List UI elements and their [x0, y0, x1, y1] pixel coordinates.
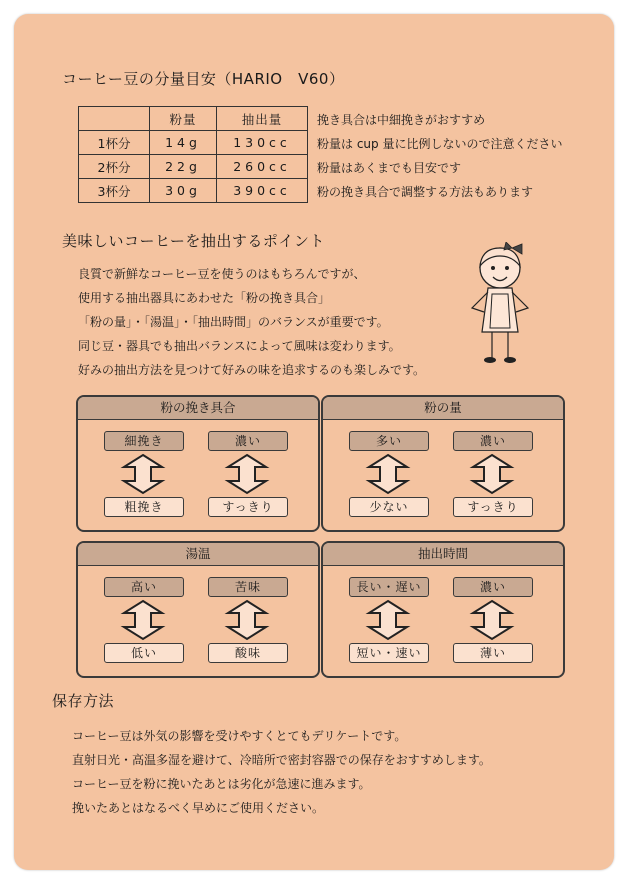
- up-down-arrow-icon: [222, 599, 272, 641]
- document-card: [14, 14, 614, 870]
- pill-top: 濃い: [453, 577, 533, 597]
- notes-list: [317, 108, 562, 204]
- points-line: 使用する抽出器具にあわせた「粉の挽き具合」: [78, 291, 331, 305]
- storage-line: 直射日光・高温多湿を避けて、冷暗所で密封容器での保存をおすすめします。: [72, 753, 491, 767]
- table-cell: 3杯分: [79, 179, 150, 203]
- points-text: [78, 262, 425, 382]
- note-item: 粉量は cup 量に比例しないので注意ください: [317, 137, 563, 151]
- up-down-arrow-icon: [118, 599, 168, 641]
- panel-amount: [321, 395, 565, 532]
- table-header-cell: [79, 107, 150, 131]
- storage-text: [72, 724, 491, 820]
- panel-title: 抽出時間: [323, 543, 563, 566]
- pill-bottom: 酸味: [208, 643, 288, 663]
- pill-bottom: 低い: [104, 643, 184, 663]
- pill-bottom: 薄い: [453, 643, 533, 663]
- panel-title: 粉の挽き具合: [78, 397, 318, 420]
- up-down-arrow-icon: [467, 453, 517, 495]
- girl-illustration-icon: [466, 242, 536, 372]
- table-row: [79, 131, 308, 155]
- points-line: 好みの抽出方法を見つけて好みの味を追求するのも楽しみです。: [78, 363, 426, 377]
- note-item: 挽き具合は中細挽きがおすすめ: [317, 113, 486, 127]
- table-cell: 14g: [150, 131, 217, 155]
- page-title: コーヒー豆の分量目安（HARIO V60）: [62, 70, 345, 88]
- table-header-cell: 抽出量: [217, 107, 308, 131]
- pill-top: 細挽き: [104, 431, 184, 451]
- pill-bottom: すっきり: [208, 497, 288, 517]
- storage-line: 挽いたあとはなるべく早めにご使用ください。: [72, 801, 325, 815]
- points-line: 「粉の量」・「湯温」・「抽出時間」のバランスが重要です。: [78, 315, 389, 329]
- note-item: 粉の挽き具合で調整する方法もあります: [317, 185, 534, 199]
- pill-bottom: 粗挽き: [104, 497, 184, 517]
- table-row: [79, 179, 308, 203]
- panel-extraction-time: [321, 541, 565, 678]
- storage-line: コーヒー豆は外気の影響を受けやすくとてもデリケートです。: [72, 729, 407, 743]
- table-cell: 130cc: [217, 131, 308, 155]
- table-header-cell: 粉量: [150, 107, 217, 131]
- pill-bottom: 短い・速い: [349, 643, 429, 663]
- up-down-arrow-icon: [118, 453, 168, 495]
- up-down-arrow-icon: [363, 599, 413, 641]
- pill-top: 多い: [349, 431, 429, 451]
- table-cell: 2杯分: [79, 155, 150, 179]
- storage-title: 保存方法: [52, 692, 115, 710]
- table-cell: 390cc: [217, 179, 308, 203]
- pill-top: 苦味: [208, 577, 288, 597]
- up-down-arrow-icon: [467, 599, 517, 641]
- pill-top: 高い: [104, 577, 184, 597]
- pill-top: 濃い: [208, 431, 288, 451]
- pill-top: 長い・遅い: [349, 577, 429, 597]
- up-down-arrow-icon: [363, 453, 413, 495]
- panel-title: 粉の量: [323, 397, 563, 420]
- panel-temperature: [76, 541, 320, 678]
- table-header-row: [79, 107, 308, 131]
- table-cell: 22g: [150, 155, 217, 179]
- pill-bottom: 少ない: [349, 497, 429, 517]
- pill-bottom: すっきり: [453, 497, 533, 517]
- up-down-arrow-icon: [222, 453, 272, 495]
- panel-grind: [76, 395, 320, 532]
- pill-top: 濃い: [453, 431, 533, 451]
- table-cell: 1杯分: [79, 131, 150, 155]
- note-item: 粉量はあくまでも目安です: [317, 161, 462, 175]
- points-line: 同じ豆・器具でも抽出バランスによって風味は変わります。: [78, 339, 401, 353]
- table-row: [79, 155, 308, 179]
- table-cell: 260cc: [217, 155, 308, 179]
- table-cell: 30g: [150, 179, 217, 203]
- points-title: 美味しいコーヒーを抽出するポイント: [62, 232, 325, 250]
- points-line: 良質で新鮮なコーヒー豆を使うのはもちろんですが、: [78, 267, 366, 281]
- panel-title: 湯温: [78, 543, 318, 566]
- storage-line: コーヒー豆を粉に挽いたあとは劣化が急速に進みます。: [72, 777, 371, 791]
- amount-table: [78, 106, 308, 203]
